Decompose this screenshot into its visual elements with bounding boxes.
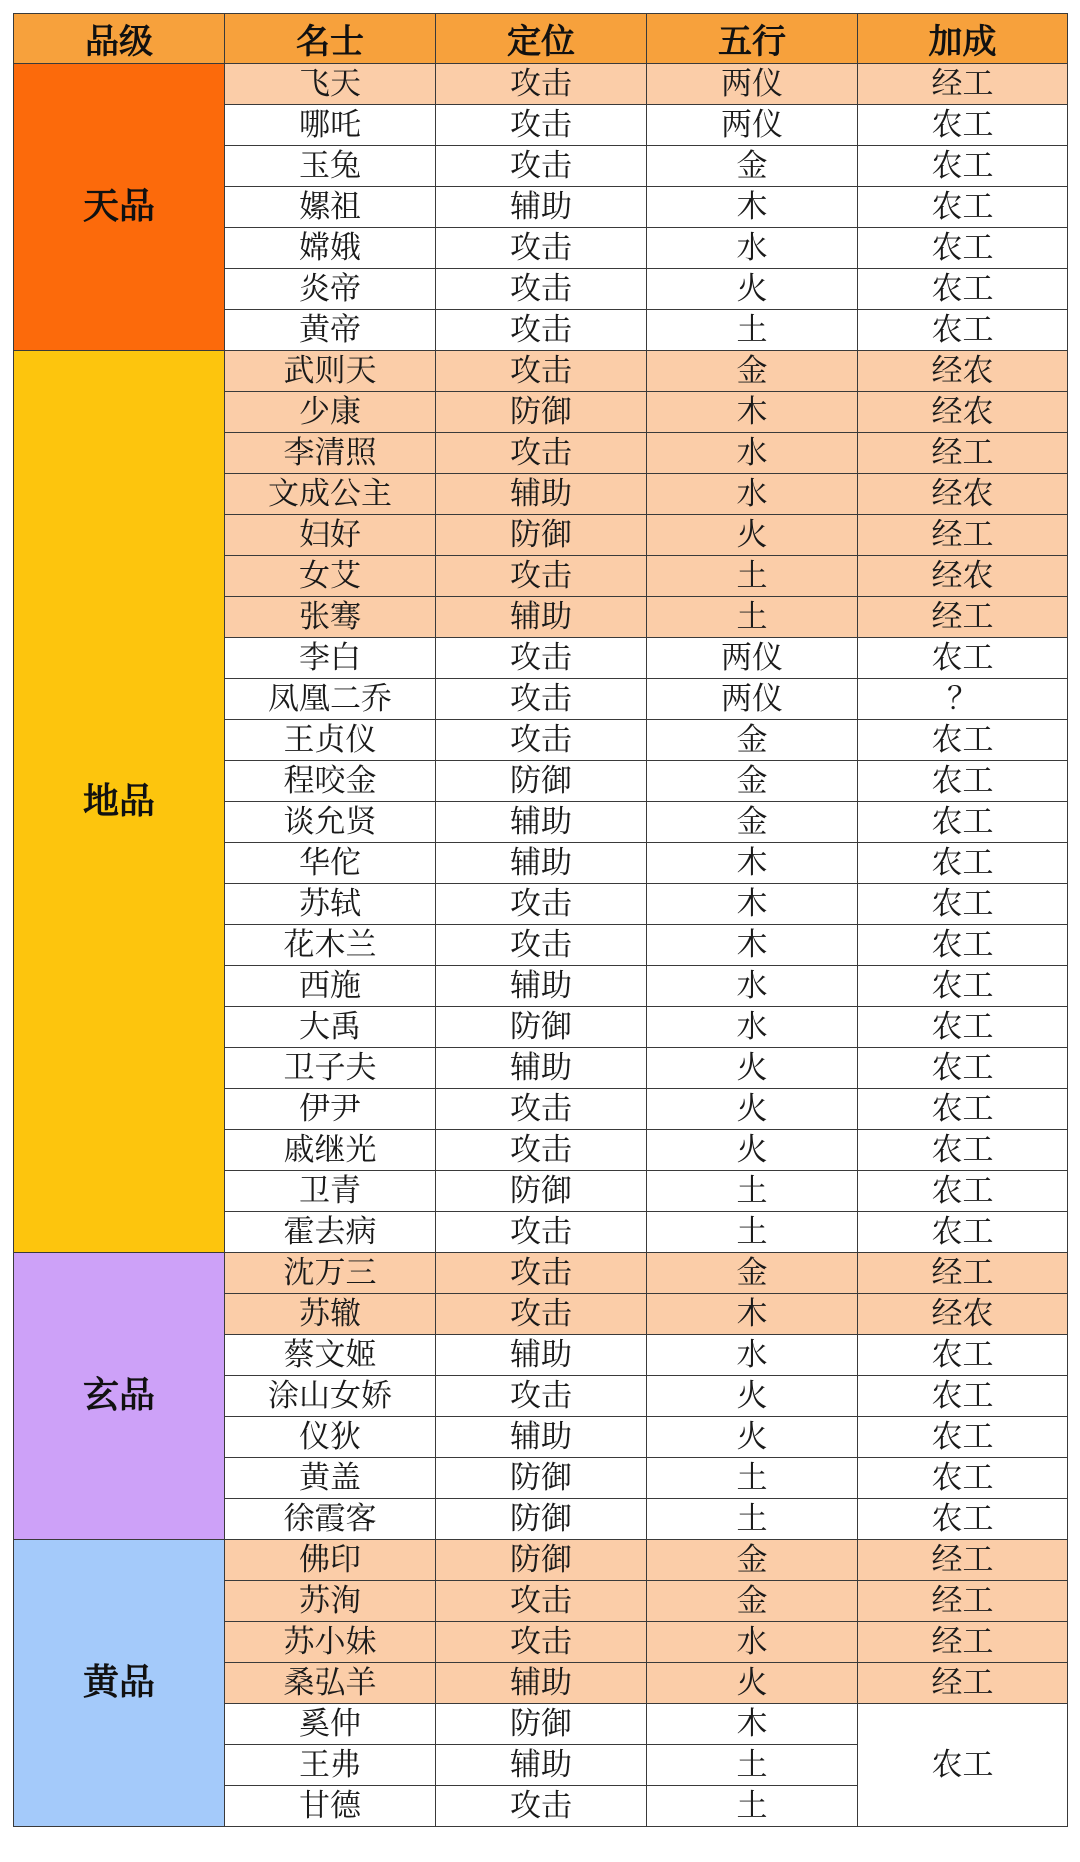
cell-role: 攻击 — [436, 228, 647, 269]
cell-element: 土 — [647, 1786, 858, 1827]
cell-element: 火 — [647, 515, 858, 556]
cell-name: 程咬金 — [225, 761, 436, 802]
cell-role: 防御 — [436, 1499, 647, 1540]
cell-name: 大禹 — [225, 1007, 436, 1048]
table-row — [14, 1540, 1068, 1581]
cell-name: 少康 — [225, 392, 436, 433]
cell-name: 仪狄 — [225, 1417, 436, 1458]
cell-role: 攻击 — [436, 64, 647, 105]
cell-element: 水 — [647, 1007, 858, 1048]
header-row — [14, 14, 1068, 64]
cell-role: 攻击 — [436, 1294, 647, 1335]
cell-element: 金 — [647, 720, 858, 761]
cell-name: 卫青 — [225, 1171, 436, 1212]
cell-bonus: 经工 — [858, 1581, 1068, 1622]
cell-name: 苏小妹 — [225, 1622, 436, 1663]
cell-role: 攻击 — [436, 1376, 647, 1417]
cell-name: 王贞仪 — [225, 720, 436, 761]
cell-name: 苏辙 — [225, 1294, 436, 1335]
cell-element: 水 — [647, 966, 858, 1007]
cell-role: 防御 — [436, 1171, 647, 1212]
cell-name: 苏洵 — [225, 1581, 436, 1622]
cell-bonus: 农工 — [858, 1335, 1068, 1376]
cell-element: 土 — [647, 310, 858, 351]
cell-role: 攻击 — [436, 556, 647, 597]
cell-role: 辅助 — [436, 187, 647, 228]
cell-element: 两仪 — [647, 64, 858, 105]
cell-element: 土 — [647, 1458, 858, 1499]
table-row — [14, 1253, 1068, 1294]
cell-element: 火 — [647, 1089, 858, 1130]
cell-role: 辅助 — [436, 474, 647, 515]
cell-bonus: 经工 — [858, 1663, 1068, 1704]
cell-bonus: 经农 — [858, 1294, 1068, 1335]
cell-name: 伊尹 — [225, 1089, 436, 1130]
cell-name: 奚仲 — [225, 1704, 436, 1745]
cell-role: 防御 — [436, 1007, 647, 1048]
cell-element: 火 — [647, 1130, 858, 1171]
cell-role: 辅助 — [436, 1745, 647, 1786]
cell-bonus: 农工 — [858, 228, 1068, 269]
cell-element: 水 — [647, 1622, 858, 1663]
cell-bonus: 农工 — [858, 884, 1068, 925]
cell-bonus: 经农 — [858, 351, 1068, 392]
cell-role: 攻击 — [436, 351, 647, 392]
cell-bonus: 经农 — [858, 392, 1068, 433]
cell-element: 水 — [647, 474, 858, 515]
cell-element: 水 — [647, 228, 858, 269]
tier-label: 玄品 — [14, 1253, 225, 1540]
cell-element: 木 — [647, 884, 858, 925]
cell-role: 攻击 — [436, 269, 647, 310]
cell-name: 飞天 — [225, 64, 436, 105]
cell-bonus: 农工 — [858, 187, 1068, 228]
cell-role: 攻击 — [436, 925, 647, 966]
cell-bonus: 农工 — [858, 966, 1068, 1007]
cell-element: 土 — [647, 556, 858, 597]
cell-role: 辅助 — [436, 802, 647, 843]
tier-label: 天品 — [14, 64, 225, 351]
cell-bonus: 农工 — [858, 925, 1068, 966]
cell-role: 防御 — [436, 1458, 647, 1499]
cell-element: 金 — [647, 761, 858, 802]
header-tier: 品级 — [14, 14, 225, 64]
cell-name: 嫘祖 — [225, 187, 436, 228]
cell-role: 攻击 — [436, 146, 647, 187]
cell-role: 攻击 — [436, 720, 647, 761]
cell-name: 李白 — [225, 638, 436, 679]
cell-element: 土 — [647, 597, 858, 638]
cell-bonus: 农工 — [858, 1458, 1068, 1499]
cell-element: 金 — [647, 351, 858, 392]
cell-role: 攻击 — [436, 638, 647, 679]
cell-element: 土 — [647, 1171, 858, 1212]
cell-element: 木 — [647, 1704, 858, 1745]
cell-element: 木 — [647, 392, 858, 433]
cell-role: 攻击 — [436, 1089, 647, 1130]
cell-bonus: 农工 — [858, 1089, 1068, 1130]
cell-name: 凤凰二乔 — [225, 679, 436, 720]
cell-element: 水 — [647, 433, 858, 474]
cell-name: 华佗 — [225, 843, 436, 884]
cell-role: 辅助 — [436, 1417, 647, 1458]
cell-bonus: 农工 — [858, 1171, 1068, 1212]
cell-name: 武则天 — [225, 351, 436, 392]
cell-bonus: 农工 — [858, 146, 1068, 187]
cell-role: 攻击 — [436, 105, 647, 146]
cell-role: 攻击 — [436, 1622, 647, 1663]
cell-role: 防御 — [436, 515, 647, 556]
cell-element: 火 — [647, 1663, 858, 1704]
header-role: 定位 — [436, 14, 647, 64]
table-row — [14, 351, 1068, 392]
cell-name: 文成公主 — [225, 474, 436, 515]
cell-element: 木 — [647, 1294, 858, 1335]
cell-bonus: 经工 — [858, 1253, 1068, 1294]
cell-role: 攻击 — [436, 679, 647, 720]
cell-bonus: 农工 — [858, 105, 1068, 146]
cell-name: 卫子夫 — [225, 1048, 436, 1089]
cell-bonus: 农工 — [858, 1048, 1068, 1089]
cell-bonus: 农工 — [858, 638, 1068, 679]
table-body — [14, 64, 1068, 1827]
cell-name: 戚继光 — [225, 1130, 436, 1171]
cell-role: 攻击 — [436, 433, 647, 474]
cell-name: 女艾 — [225, 556, 436, 597]
cell-element: 火 — [647, 269, 858, 310]
cell-element: 金 — [647, 802, 858, 843]
cell-role: 攻击 — [436, 310, 647, 351]
cell-bonus: 农工 — [858, 802, 1068, 843]
cell-name: 蔡文姬 — [225, 1335, 436, 1376]
cell-name: 徐霞客 — [225, 1499, 436, 1540]
cell-element: 金 — [647, 1540, 858, 1581]
cell-role: 辅助 — [436, 1048, 647, 1089]
cell-name: 桑弘羊 — [225, 1663, 436, 1704]
cell-role: 攻击 — [436, 884, 647, 925]
cell-bonus: ？ — [858, 679, 1068, 720]
cell-element: 金 — [647, 146, 858, 187]
cell-role: 辅助 — [436, 1663, 647, 1704]
cell-name: 玉兔 — [225, 146, 436, 187]
cell-role: 攻击 — [436, 1212, 647, 1253]
cell-role: 辅助 — [436, 597, 647, 638]
cell-element: 木 — [647, 843, 858, 884]
cell-role: 攻击 — [436, 1786, 647, 1827]
cell-name: 甘德 — [225, 1786, 436, 1827]
cell-bonus: 农工 — [858, 310, 1068, 351]
cell-role: 辅助 — [436, 843, 647, 884]
cell-role: 辅助 — [436, 966, 647, 1007]
cell-bonus: 经工 — [858, 1622, 1068, 1663]
cell-role: 辅助 — [436, 1335, 647, 1376]
cell-name: 李清照 — [225, 433, 436, 474]
cell-name: 黄帝 — [225, 310, 436, 351]
cell-bonus: 农工 — [858, 1704, 1068, 1827]
cell-bonus: 农工 — [858, 1417, 1068, 1458]
hero-table-container — [13, 13, 1067, 1827]
cell-element: 土 — [647, 1499, 858, 1540]
cell-name: 涂山女娇 — [225, 1376, 436, 1417]
header-name: 名士 — [225, 14, 436, 64]
cell-element: 土 — [647, 1745, 858, 1786]
cell-bonus: 农工 — [858, 1499, 1068, 1540]
cell-bonus: 农工 — [858, 720, 1068, 761]
cell-role: 防御 — [436, 392, 647, 433]
cell-name: 霍去病 — [225, 1212, 436, 1253]
cell-role: 攻击 — [436, 1253, 647, 1294]
cell-element: 火 — [647, 1376, 858, 1417]
cell-role: 防御 — [436, 761, 647, 802]
cell-element: 两仪 — [647, 638, 858, 679]
cell-element: 两仪 — [647, 679, 858, 720]
cell-name: 花木兰 — [225, 925, 436, 966]
cell-name: 妇好 — [225, 515, 436, 556]
cell-element: 金 — [647, 1581, 858, 1622]
cell-bonus: 经工 — [858, 515, 1068, 556]
cell-bonus: 农工 — [858, 1212, 1068, 1253]
cell-name: 王弗 — [225, 1745, 436, 1786]
cell-role: 防御 — [436, 1540, 647, 1581]
cell-bonus: 农工 — [858, 1130, 1068, 1171]
cell-name: 西施 — [225, 966, 436, 1007]
tier-label: 黄品 — [14, 1540, 225, 1827]
cell-element: 木 — [647, 925, 858, 966]
cell-bonus: 农工 — [858, 1376, 1068, 1417]
cell-bonus: 农工 — [858, 761, 1068, 802]
cell-element: 金 — [647, 1253, 858, 1294]
cell-bonus: 农工 — [858, 269, 1068, 310]
cell-name: 张骞 — [225, 597, 436, 638]
cell-element: 木 — [647, 187, 858, 228]
cell-bonus: 经农 — [858, 556, 1068, 597]
cell-name: 黄盖 — [225, 1458, 436, 1499]
cell-name: 嫦娥 — [225, 228, 436, 269]
cell-bonus: 农工 — [858, 1007, 1068, 1048]
cell-element: 两仪 — [647, 105, 858, 146]
hero-table — [13, 13, 1068, 1827]
cell-role: 攻击 — [436, 1130, 647, 1171]
cell-name: 谈允贤 — [225, 802, 436, 843]
cell-name: 哪吒 — [225, 105, 436, 146]
cell-element: 火 — [647, 1417, 858, 1458]
cell-name: 炎帝 — [225, 269, 436, 310]
cell-role: 防御 — [436, 1704, 647, 1745]
cell-bonus: 经工 — [858, 597, 1068, 638]
cell-element: 水 — [647, 1335, 858, 1376]
header-bonus: 加成 — [858, 14, 1068, 64]
cell-name: 佛印 — [225, 1540, 436, 1581]
cell-bonus: 经农 — [858, 474, 1068, 515]
tier-label: 地品 — [14, 351, 225, 1253]
cell-element: 土 — [647, 1212, 858, 1253]
cell-element: 火 — [647, 1048, 858, 1089]
cell-bonus: 经工 — [858, 433, 1068, 474]
header-element: 五行 — [647, 14, 858, 64]
cell-bonus: 经工 — [858, 64, 1068, 105]
cell-bonus: 经工 — [858, 1540, 1068, 1581]
cell-name: 沈万三 — [225, 1253, 436, 1294]
cell-bonus: 农工 — [858, 843, 1068, 884]
table-row — [14, 64, 1068, 105]
cell-name: 苏轼 — [225, 884, 436, 925]
table-header — [14, 14, 1068, 64]
cell-role: 攻击 — [436, 1581, 647, 1622]
